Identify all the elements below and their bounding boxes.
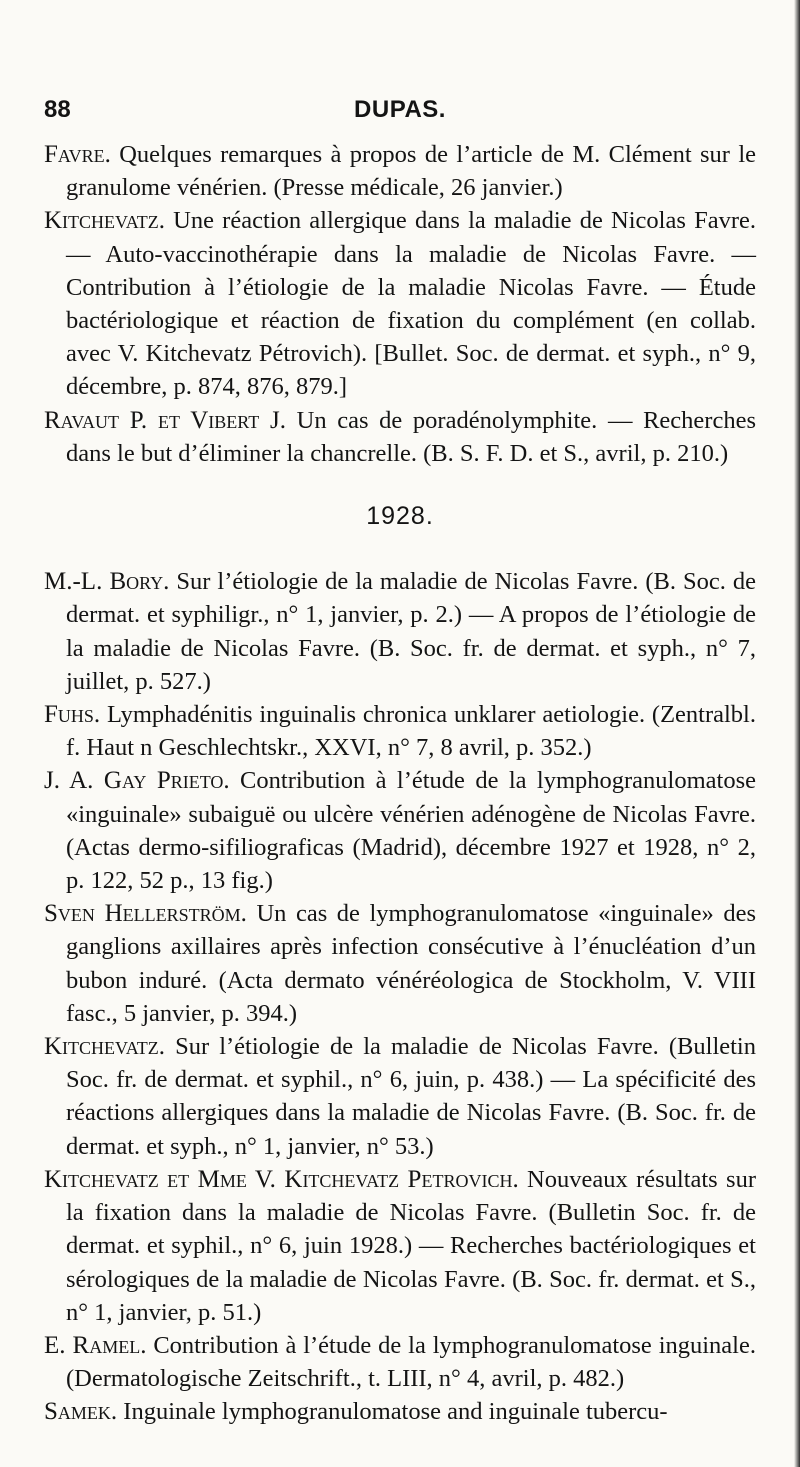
bibliography-entry [44, 1395, 756, 1428]
bibliography-entry [44, 897, 756, 1030]
bibliography-entry [44, 1163, 756, 1329]
entries-after-year [44, 565, 756, 1428]
running-head: DUPAS. [354, 96, 446, 123]
entry-text: Une réaction allergique dans la maladie de Nicolas Favre. — Auto-vaccinothérapie dans la maladie de Nicolas Favre. — Contribution à l’étiologie de la maladie Nicolas Favre. — Étude bactériologique et réaction de fixation du complément (en collab. avec V. Kitchevatz Pétrovich). [Bullet. Soc. de dermat. et syph., n° 9, décembre, p. 874, 876, 879.] [66, 207, 756, 401]
entry-author: E. Ramel. [44, 1331, 147, 1359]
bibliography-entry [44, 565, 756, 698]
entry-text: Quelques remarques à propos de l’article de M. Clément sur le granulome vénérien. (Presse médicale, 26 janvier.) [66, 141, 756, 202]
entry-author: Kitchevatz et Mme V. Kitchevatz Petrovich. [44, 1165, 519, 1193]
entry-author: Samek. [44, 1398, 118, 1426]
year-heading: 1928. [366, 502, 434, 531]
bibliography-entry [44, 204, 756, 403]
bibliography-body [44, 138, 756, 1429]
entry-text: Un cas de lymphogranulomatose «inguinale» des ganglions axillaires après infection consécutive à l’énucléation d’un bubon induré. (Acta dermato vénéréologica de Stockholm, V. VIII fasc., 5 janvier, p. 394.) [66, 900, 757, 1027]
entry-text: Inguinale lymphogranulomatose and inguinale tubercu- [117, 1398, 668, 1426]
entry-author: Kitchevatz. [44, 207, 165, 235]
entry-text: Lymphadénitis inguinalis chronica unklarer aetiologie. (Zentralbl. f. Haut n Geschlechtskr., XXVI, n° 7, 8 avril, p. 352.) [66, 701, 756, 762]
entry-text: Sur l’étiologie de la maladie de Nicolas Favre. (B. Soc. de dermat. et syphiligr., n° 1, janvier, p. 2.) — A propos de l’étiologie de la maladie de Nicolas Favre. (B. Soc. fr. de dermat. et syph., n° 7, juillet, p. 527.) [66, 568, 756, 695]
entry-text: Contribution à l’étude de la lymphogranulomatose «inguinale» subaiguë ou ulcère vénérien adénogène de Nicolas Favre. (Actas dermo-sifiliograficas (Madrid), décembre 1927 et 1928, n° 2, p. 122, 52 p., 13 fig.) [66, 767, 756, 895]
bibliography-entry [44, 1030, 756, 1163]
entry-author: Sven Hellerström. [44, 900, 247, 928]
entry-text: Un cas de poradénolymphite. — Recherches dans le but d’éliminer la chancrelle. (B. S. F. D. et S., avril, p. 210.) [66, 406, 756, 467]
page-header [44, 96, 756, 126]
bibliography-entry [44, 764, 756, 897]
bibliography-entry [44, 138, 756, 204]
entry-author: Favre. [44, 141, 111, 168]
page-edge-shadow [794, 0, 800, 1467]
page-number: 88 [44, 96, 71, 123]
entry-author: J. A. Gay Prieto. [44, 767, 230, 795]
bibliography-entry [44, 1329, 756, 1395]
entry-author: Kitchevatz. [44, 1033, 165, 1061]
bibliography-entry [44, 698, 756, 764]
entry-text: Sur l’étiologie de la maladie de Nicolas Favre. (Bulletin Soc. fr. de dermat. et syphil., n° 6, juin, p. 438.) — La spécificité des réactions allergiques dans la maladie de Nicolas Favre. (B. Soc. fr. de dermat. et syph., n° 1, janvier, n° 53.) [66, 1033, 756, 1160]
entry-author: Fuhs. [44, 701, 101, 729]
entry-text: Contribution à l’étude de la lymphogranulomatose inguinale. (Dermatologische Zeitschrift., t. LIII, n° 4, avril, p. 482.) [66, 1331, 756, 1393]
entry-author: M.-L. Bory. [44, 568, 170, 596]
entry-author: Ravaut P. et Vibert J. [44, 406, 286, 434]
entry-text: Nouveaux résultats sur la fixation dans la maladie de Nicolas Favre. (Bulletin Soc. fr. de dermat. et syphil., n° 6, juin 1928.) — Recherches bactériologiques et sérologiques de la maladie de Nicolas Favre. (B. Soc. fr. dermat. et S., n° 1, janvier, p. 51.) [66, 1165, 756, 1326]
bibliography-entry [44, 404, 756, 470]
entries-before-year [44, 138, 756, 470]
